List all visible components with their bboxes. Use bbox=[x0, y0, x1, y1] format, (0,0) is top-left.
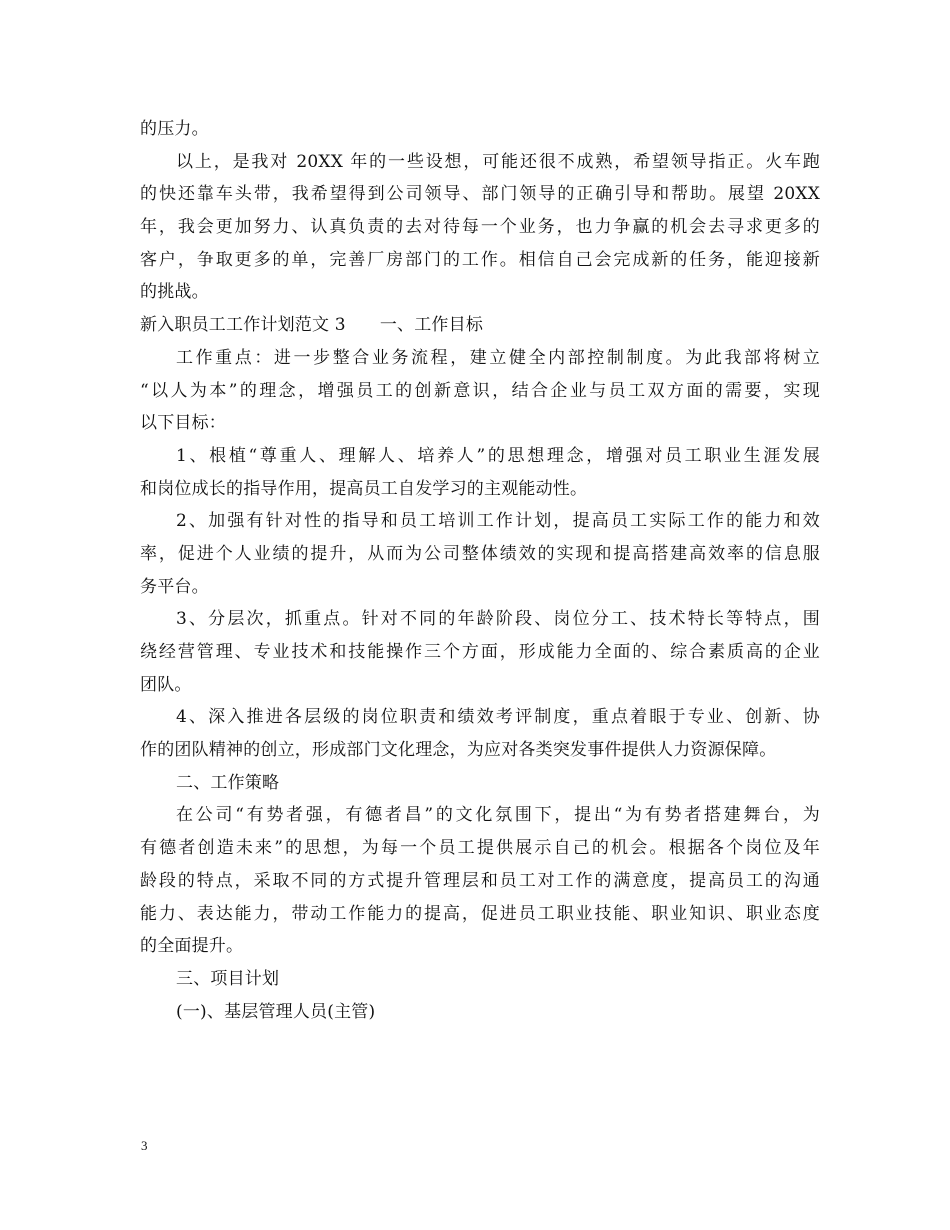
text-line: 龄段的特点，采取不同的方式提升管理层和员工对工作的满意度，提高员工的沟通 bbox=[140, 870, 820, 891]
text-line: 3、分层次，抓重点。针对不同的年龄阶段、岗位分工、技术特长等特点，围 bbox=[176, 609, 820, 630]
text-line: 在公司“有势者强，有德者昌”的文化氛围下，提出“为有势者搭建舞台，为 bbox=[176, 805, 820, 826]
text-line: 团队。 bbox=[140, 674, 192, 695]
paragraph bbox=[140, 701, 820, 766]
text-line: 工作重点：进一步整合业务流程，建立健全内部控制制度。为此我部将树立 bbox=[176, 347, 820, 368]
text-line: 有德者创造未来”的思想，为每一个员工提供展示自己的机会。根据各个岗位及年 bbox=[140, 838, 820, 859]
paragraph bbox=[140, 963, 820, 996]
text-line: 2、加强有针对性的指导和员工培训工作计划，提高员工实际工作的能力和效 bbox=[176, 511, 820, 532]
text-line: 的快还靠车头带，我希望得到公司领导、部门领导的正确引导和帮助。展望 20XX bbox=[140, 184, 820, 205]
text-line: “以人为本”的理念，增强员工的创新意识，结合企业与员工双方面的需要，实现 bbox=[140, 380, 820, 401]
page-number: 3 bbox=[141, 1138, 148, 1153]
text-line: 以上，是我对 20XX 年的一些设想，可能还很不成熟，希望领导指正。火车跑 bbox=[176, 151, 820, 172]
heading-line bbox=[140, 309, 820, 342]
text-line: 以下目标： bbox=[140, 413, 226, 434]
text-line: 的全面提升。 bbox=[140, 936, 244, 957]
section-title: 新入职员工工作计划范文 3 bbox=[140, 315, 346, 336]
paragraph bbox=[140, 505, 820, 603]
text-line: 二、工作策略 bbox=[176, 772, 280, 793]
section-subtitle: 一、工作目标 bbox=[379, 315, 484, 336]
paragraph bbox=[140, 996, 820, 1029]
paragraph bbox=[140, 342, 820, 440]
text-line: 作的团队精神的创立，形成部门文化理念，为应对各类突发事件提供人力资源保障。 bbox=[140, 740, 777, 761]
paragraph bbox=[140, 603, 820, 701]
text-line: 年，我会更加努力、认真负责的去对待每一个业务，也力争赢的机会去寻求更多的 bbox=[140, 217, 820, 238]
text-line: 4、深入推进各层级的岗位职责和绩效考评制度，重点着眼于专业、创新、协 bbox=[176, 707, 820, 728]
text-line: 的压力。 bbox=[140, 119, 209, 139]
document-body bbox=[140, 113, 820, 1028]
text-line: 1、根植“尊重人、理解人、培养人”的思想理念，增强对员工职业生涯发展 bbox=[176, 445, 820, 466]
text-line: 绕经营管理、专业技术和技能操作三个方面，形成能力全面的、综合素质高的企业 bbox=[140, 642, 820, 662]
paragraph bbox=[140, 799, 820, 962]
paragraph bbox=[140, 440, 820, 505]
paragraph bbox=[140, 146, 820, 309]
text-line: 的挑战。 bbox=[140, 282, 209, 303]
paragraph bbox=[140, 767, 820, 800]
text-line: 率，促进个人业绩的提升，从而为公司整体绩效的实现和提高搭建高效率的信息服 bbox=[140, 543, 820, 564]
text-line: 务平台。 bbox=[140, 576, 209, 597]
text-line: (一)、基层管理人员(主管) bbox=[176, 1001, 376, 1022]
text-line: 三、项目计划 bbox=[176, 968, 280, 989]
text-line: 能力、表达能力，带动工作能力的提高，促进员工职业技能、职业知识、职业态度 bbox=[140, 903, 820, 924]
text-line: 客户，争取更多的单，完善厂房部门的工作。相信自己会完成新的任务，能迎接新 bbox=[140, 249, 820, 270]
text-line: 和岗位成长的指导作用，提高员工自发学习的主观能动性。 bbox=[140, 478, 588, 499]
paragraph bbox=[140, 113, 820, 146]
section-heading bbox=[140, 309, 820, 342]
